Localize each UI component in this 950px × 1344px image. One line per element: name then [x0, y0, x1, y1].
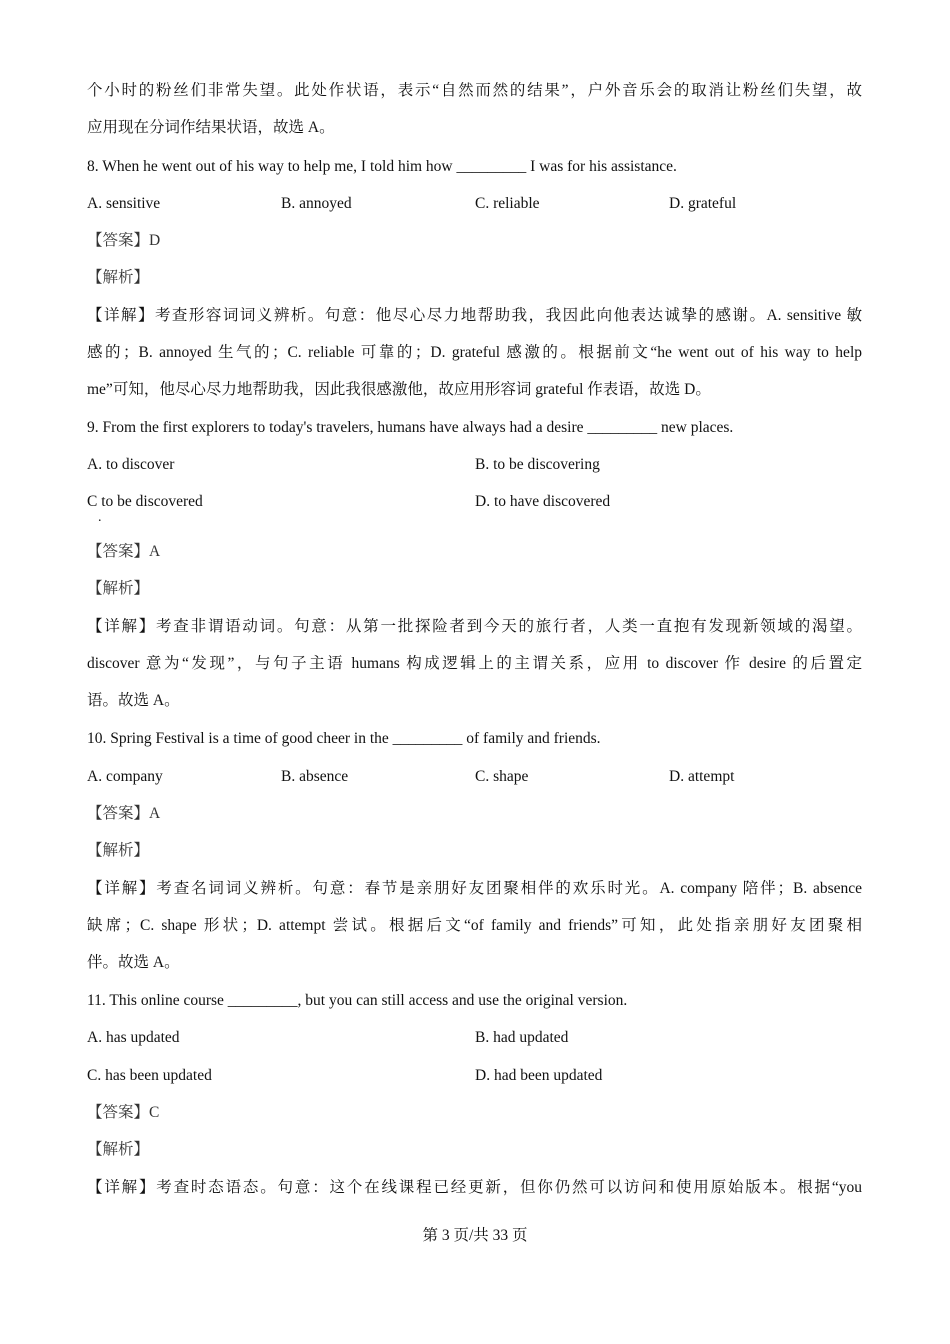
q9-option-c: C to be discovered: [87, 493, 203, 510]
q8-detail-line-3: me”可知，他尽心尽力地帮助我，因此我很感激他，故应用形容词 grateful 作表语，故选 D。: [87, 381, 711, 398]
q8-option-c: C. reliable: [475, 195, 540, 212]
q11-answer: 【答案】C: [87, 1104, 160, 1121]
intro-line-1: 个小时的粉丝们非常失望。此处作状语，表示“自然而然的结果”，户外音乐会的取消让粉丝们失望，故: [87, 82, 862, 99]
question-11-stem: 11. This online course _________, but you can still access and use the original version.: [87, 992, 628, 1009]
question-10-stem: 10. Spring Festival is a time of good cheer in the _________ of family and friends.: [87, 730, 601, 747]
q10-answer: 【答案】A: [87, 805, 161, 822]
question-9-stem: 9. From the first explorers to today's travelers, humans have always had a desire _________ new places.: [87, 419, 734, 436]
q11-option-c: C. has been updated: [87, 1067, 212, 1084]
intro-line-2: 应用现在分词作结果状语，故选 A。: [87, 119, 335, 136]
q11-option-b: B. had updated: [475, 1029, 569, 1046]
q10-analysis-label: 【解析】: [87, 842, 150, 859]
q9-detail-line-2: discover 意为“发现”，与句子主语 humans 构成逻辑上的主谓关系，应用 to discover 作 desire 的后置定: [87, 655, 862, 672]
q8-detail-line-1: 【详解】考查形容词词义辨析。句意：他尽心尽力地帮助我，我因此向他表达诚挚的感谢。A. sensitive 敏: [87, 307, 862, 324]
q8-option-a: A. sensitive: [87, 195, 161, 212]
q9-detail-line-3: 语。故选 A。: [87, 692, 180, 709]
q10-detail-line-3: 伴。故选 A。: [87, 954, 180, 971]
q10-option-c: C. shape: [475, 768, 529, 785]
q9-option-b: B. to be discovering: [475, 456, 600, 473]
q10-option-a: A. company: [87, 768, 163, 785]
q8-answer: 【答案】D: [87, 232, 161, 249]
q11-option-a: A. has updated: [87, 1029, 180, 1046]
page-number-footer: 第 3 页/共 33 页: [422, 1227, 528, 1244]
q11-analysis-label: 【解析】: [87, 1141, 150, 1158]
q9-analysis-label: 【解析】: [87, 580, 150, 597]
q8-option-b: B. annoyed: [281, 195, 352, 212]
q10-option-b: B. absence: [281, 768, 349, 785]
question-8-stem: 8. When he went out of his way to help me, I told him how _________ I was for his assistance.: [87, 158, 677, 175]
q11-detail-line-1: 【详解】考查时态语态。句意：这个在线课程已经更新，但你仍然可以访问和使用原始版本。根据“you: [87, 1179, 862, 1196]
q9-detail-line-1: 【详解】考查非谓语动词。句意：从第一批探险者到今天的旅行者，人类一直抱有发现新领域的渴望。: [87, 618, 862, 635]
q9-option-d: D. to have discovered: [475, 493, 611, 510]
q8-analysis-label: 【解析】: [87, 269, 150, 286]
q9-option-a: A. to discover: [87, 456, 175, 473]
q10-detail-line-2: 缺席；C. shape 形状；D. attempt 尝试。根据后文“of family and friends”可知，此处指亲朋好友团聚相: [87, 917, 862, 934]
q8-detail-line-2: 感的；B. annoyed 生气的；C. reliable 可靠的；D. grateful 感激的。根据前文“he went out of his way to help: [87, 344, 862, 361]
q11-option-d: D. had been updated: [475, 1067, 603, 1084]
q10-option-d: D. attempt: [669, 768, 735, 785]
q9-option-c-dot: .: [98, 510, 102, 525]
q8-option-d: D. grateful: [669, 195, 737, 212]
q10-detail-line-1: 【详解】考查名词词义辨析。句意：春节是亲朋好友团聚相伴的欢乐时光。A. company 陪伴；B. absence: [87, 880, 862, 897]
q9-answer: 【答案】A: [87, 543, 161, 560]
